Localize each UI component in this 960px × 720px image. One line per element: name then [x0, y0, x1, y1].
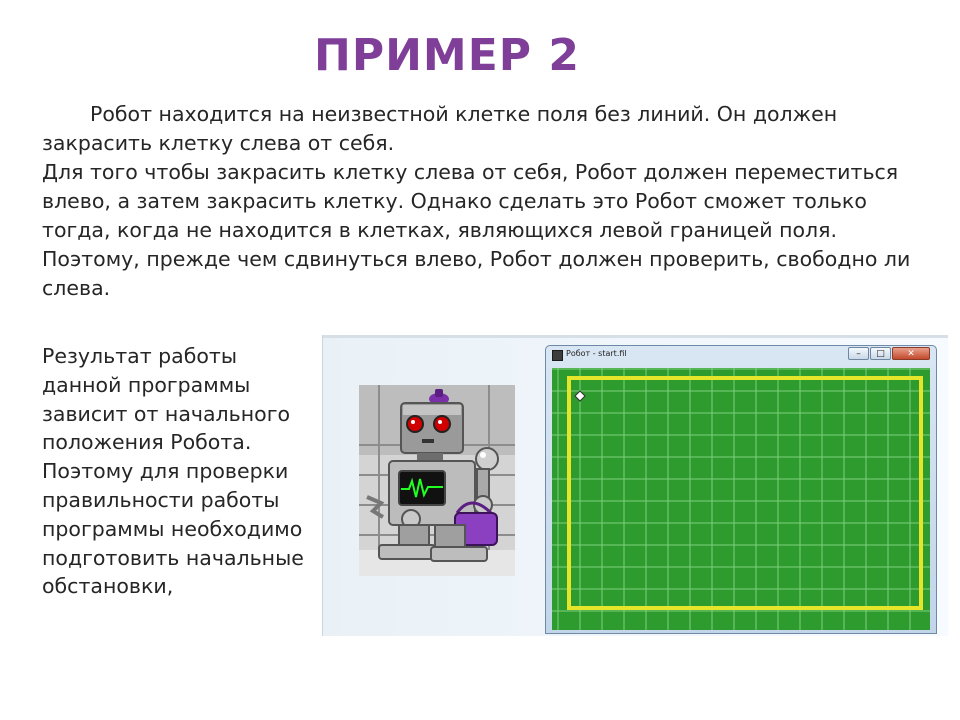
intro-paragraph-2: Для того чтобы закрасить клетку слева от себя, Робот должен переместиться влево, а затем закрасить клетку. Однако сделать это Робот сможет только тогда, когда не находится в клетках, являющихся левой границей поля. Поэтому, прежде чем сдвинуться влево, Робот должен проверить, свободно ли слева. — [42, 160, 911, 300]
slide-title: ПРИМЕР 2 — [314, 30, 580, 81]
robot-app-icon — [552, 350, 563, 361]
close-button[interactable]: ✕ — [892, 347, 930, 360]
robot-window — [545, 345, 937, 634]
field-background — [552, 368, 930, 630]
intro-paragraph-1: Робот находится на неизвестной клетке поля без линий. Он должен закрасить клетку слева от себя. — [42, 102, 838, 155]
robot-field-grid — [552, 368, 930, 630]
minimize-button[interactable]: – — [848, 347, 869, 360]
screenshot-picture — [322, 335, 948, 636]
window-titlebar — [546, 346, 936, 364]
window-controls — [848, 347, 930, 360]
side-text: Результат работы данной программы зависит от начального положения Робота. Поэтому для проверки правильности работы программы необходимо подготовить начальные обстановки, — [42, 344, 304, 599]
window-title: Робот - start.fil — [566, 349, 627, 358]
robot-field — [552, 368, 930, 630]
robot-illustration-icon — [359, 385, 515, 576]
maximize-button[interactable]: □ — [870, 347, 891, 360]
intro-text — [42, 100, 932, 303]
